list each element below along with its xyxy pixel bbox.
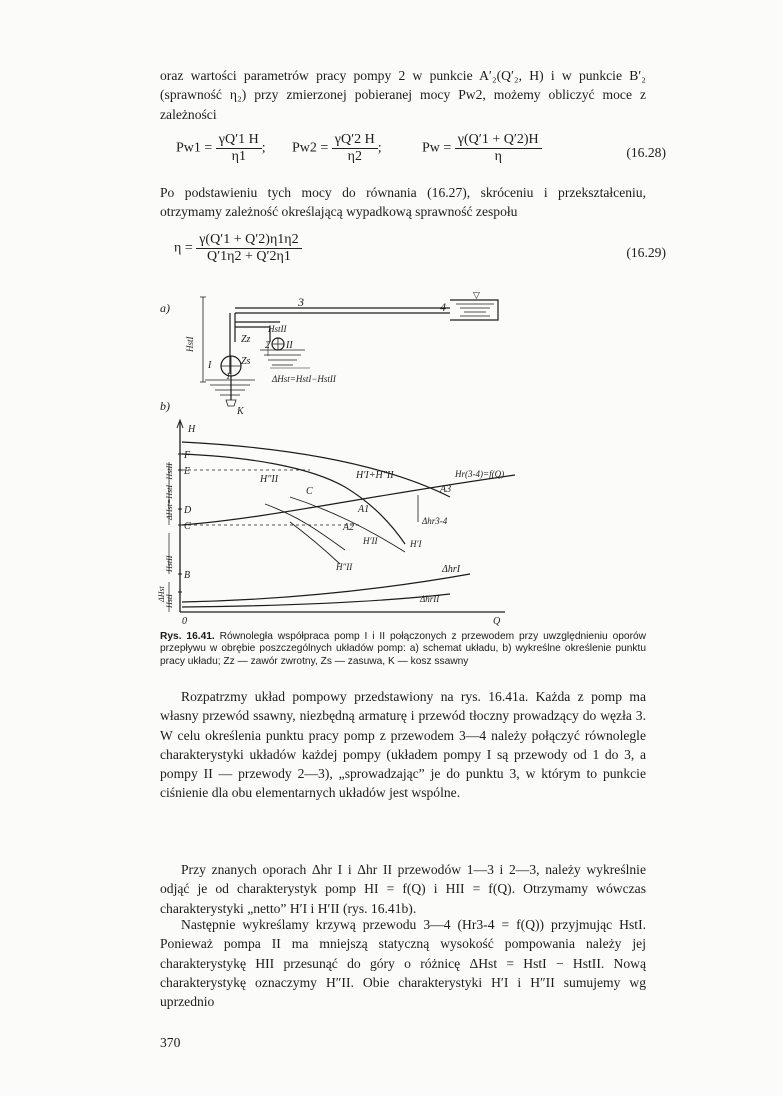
tick-b: B (184, 570, 191, 581)
suction-tank-i (205, 380, 255, 395)
suction-tank-ii (260, 350, 305, 365)
eq-eta-lhs: η = (174, 240, 193, 256)
axis-label-q: Q (493, 616, 501, 627)
figure-caption (160, 631, 646, 668)
page-number: 370 (160, 1035, 181, 1050)
label-dhr1: ΔhrI (442, 564, 461, 575)
eq-pw1-num: γQ′1 H (216, 132, 262, 149)
vertical-label-hst1: HstI (165, 594, 174, 608)
upper-tank (450, 300, 498, 320)
label-dhr34: Δhr3-4 (422, 516, 448, 526)
label-a1: A1 (358, 504, 370, 515)
discharge-pipe-3-4 (235, 308, 450, 313)
equation-number-16-28: (16.28) (626, 145, 666, 160)
tick-d: D (184, 505, 192, 516)
eq-pw2-num: γQ′2 H (332, 132, 378, 149)
label-zz: Zz (241, 334, 251, 345)
label-node-3: 3 (298, 295, 304, 309)
tick-f: F (184, 450, 191, 461)
tick-e: E (184, 466, 191, 477)
label-zs: Zs (241, 356, 251, 367)
strainer-k (226, 400, 236, 406)
label-sum-curve: H′I+H″II (356, 470, 394, 481)
eq-pw2: Pw2 = $\frac{\gamma Q'2 H}{\eta 2}$ ; (292, 132, 382, 164)
label-a3: A3 (440, 484, 452, 495)
eq-pw-den: η (494, 149, 502, 164)
eq-pw2-lhs: Pw2 = (292, 140, 329, 156)
label-point-c: C (306, 486, 313, 497)
eq-eta-num: γ(Q′1 + Q′2)η1η2 (196, 232, 301, 249)
label-hii-dblprime-lower: H″II (336, 562, 353, 572)
panel-b-label: b) (160, 399, 170, 413)
equation-16-28 (160, 132, 666, 178)
label-node-2: 2 (265, 340, 270, 351)
label-dhr2: ΔhrII (420, 594, 440, 604)
paragraph-substitution: Po podstawieniu tych mocy do równania (16.27), skróceniu i przekształceniu, otrzymamy zależność określającą wypadkową sprawność zespołu (160, 185, 646, 220)
caption-title: Rys. 16.41. (160, 631, 215, 642)
paragraph-resistances: Przy znanych oporach Δhr I i Δhr II przewodów 1—3 i 2—3, należy wykreślnie odjąć je od charakterystyk pomp HI = f(Q) i HII = f(Q). Otrzymamy wówczas charakterystyki „netto” H′I i H′II (rys. 16.41b). (160, 862, 646, 916)
paragraph-pipe-curve: Następnie wykreślamy krzywą przewodu 3—4 (Hr3-4 = f(Q)) przyjmując HstI. Ponieważ pompa II ma mniejszą statyczną wysokość pompowania należy jej charakterystykę HII przesunąć do góry o różnicę ΔHst = HstI − HstII. Nową charakterystykę oznaczymy H″II. Obie charakterystyki H′I i H″II sumujemy wg uprzednio (160, 917, 646, 1010)
label-hii-dblprime: H″II (260, 474, 279, 485)
eq-pw-num: γ(Q′1 + Q′2)H (455, 132, 542, 149)
vertical-label-dhst: ΔHst=HstI−HstII (165, 463, 174, 520)
paragraph-system-description: Rozpatrzmy układ pompowy przedstawiony na rys. 16.41a. Każda z pomp ma własny przewód ssawny, niezbędną armaturę i przewód tłoczny prowadzący do węzła 3. W celu określenia punktu pracy pomp z przewodem 3—4 należy połączyć równolegle charakterystyki układów każdej pompy (układem pompy I są przewody od 1 do 3, a pompy II — przewody 2—3), „sprowadzając” je do punktu 3, w którym to punkcie ciśnienie dla obu elementarnych układów jest wspólne. (160, 689, 646, 801)
curve-hii-dblprime-lower (290, 522, 340, 564)
label-pump-i: I (208, 360, 212, 371)
curve-hi-prime-plus-hii-dblprime (182, 442, 450, 497)
eq-pw (422, 132, 542, 165)
label-hst2: HstII (268, 324, 287, 334)
label-pump-ii: II (286, 340, 293, 351)
eq-pw2-den: η2 (347, 149, 362, 164)
eq-pw1-lhs: Pw1 = (176, 140, 213, 156)
figure-16-41 (157, 282, 530, 627)
label-node-4: 4 (440, 300, 446, 314)
tick-c: C (184, 521, 191, 532)
eq-eta (174, 232, 302, 265)
label-water-level: ▽ (473, 290, 480, 300)
panel-a-label: a) (160, 301, 170, 315)
equation-number-16-29: (16.29) (626, 245, 666, 260)
upper-tank-water (456, 304, 494, 316)
vertical-label-dhst-small: ΔHst (157, 586, 166, 602)
equation-16-29 (160, 232, 666, 278)
label-hi-prime: H′I (410, 539, 422, 549)
vertical-label-hst2: HstII (165, 555, 174, 572)
curve-hii-prime (265, 504, 345, 550)
eq-pw1: Pw1 = $\frac{\gamma Q'1 H}{\eta 1}$ ; (176, 132, 266, 164)
axis-label-h: H (188, 424, 196, 435)
origin-label: 0 (182, 616, 187, 627)
eq-pw1-den: η1 (231, 149, 246, 164)
label-hr34: Hr(3-4)=f(Q) (455, 469, 505, 479)
label-k: K (237, 406, 244, 417)
curve-hr-3-4 (182, 475, 515, 525)
eq-pw-lhs: Pw = (422, 140, 452, 156)
caption-text: Równoległa współpraca pomp I i II połączonych z przewodem przy uwzględnieniu oporów przepływu w obrębie poszczególnych układów pomp: a) schemat układu, b) wykreślne określenie punktu pracy układu; Zz — zawór zwrotny, Zs — zasuwa, K — kosz ssawny (160, 631, 646, 667)
label-dhst-a: ΔHst=HstI−HstII (272, 374, 336, 384)
label-a2: A2 (343, 522, 355, 533)
label-node-1: 1 (226, 371, 231, 381)
paragraph-intro: oraz wartości parametrów pracy pompy 2 w punkcie A′₂(Q′₂, H) i w punkcie B′₂ (sprawność η₂) przy zmierzonej pobieranej mocy Pw2, możemy obliczyć moce z zależności (160, 68, 646, 122)
curve-hii-dblprime (182, 454, 405, 544)
label-hii-prime: H′II (363, 536, 378, 546)
eq-eta-den: Q′1η2 + Q′2η1 (206, 249, 291, 264)
label-hst1: HstI (185, 336, 195, 352)
